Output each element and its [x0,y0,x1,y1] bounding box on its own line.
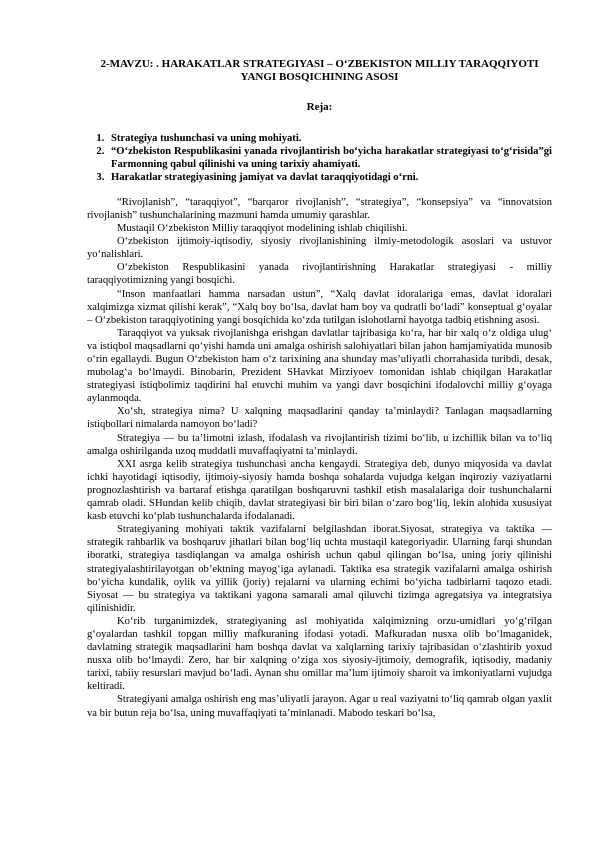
plan-item: 3. Harakatlar strategiyasining jamiyat va davlat taraqqiyotidagi o‘rni. [107,171,552,184]
paragraph: O‘zbekiston Respublikasini yanada rivojlantirishning Harakatlar strategiyasi - milliy taraqqiyotimizning yangi bosqichi. [87,262,552,287]
plan-list [87,132,552,184]
paragraph: XXI asrga kelib strategiya tushunchasi ancha kengaydi. Strategiya deb, dunyo miqyosida va davlat ichki hayotidagi iqtisodiy, ijtimoiy-siyosiy hamda boshqa sohalarda vujudga kelgan inqiroziy vaziyatlarni prognozlashtirish va bartaraf etishga qaratilgan boshqaruvni tashkil etish masalalariga doir tushunchalarni qamrab oladi. SHundan kelib chiqib, davlat strategiyasi bir biri bilan o‘zaro bog‘liq, lekin alohida xususiyat kasb etuvchi ko‘plab tushunchalarda ifodalanadi. [87,458,552,523]
paragraph: Taraqqiyot va yuksak rivojlanishga erishgan davlatlar tajribasiga ko‘ra, har bir xalq o‘z oldiga ulug‘ va istiqbol maqsadlarni qo‘yishi hamda uni amalga oshirish salohiyatlari bilan jahon hamjamiyatida munosib o‘rin egallaydi. Bugun O‘zbekiston ham o‘z tarixining ana shunday mas’uliyatli chorrahasida turibdi, desak, mubolag‘a bo‘lmaydi. Binobarin, Prezident SHavkat Mirziyoev tomonidan ishlab chiqilgan Harakatlar strategiyasi istiqbolimiz taqdirini hal etuvchi muhim va yangi davr bosqichini ifodalovchi milliy g‘oyaga aylanmoqda. [87,327,552,405]
document-body [87,196,552,720]
plan-item: 1. Strategiya tushunchasi va uning mohiyati. [107,132,552,145]
plan-heading: Reja: [306,101,333,114]
paragraph: Strategiya — bu ta’limotni izlash, ifodalash va rivojlantirish tizimi bo‘lib, u izchillik bilan va to‘liq amalga oshirilganda uzoq muddatli muvaffaqiyatni ta’minlaydi. [87,432,552,457]
paragraph: Strategiyani amalga oshirish eng mas’uliyatli jarayon. Agar u real vaziyatni to‘liq qamrab olgan yaxlit va bir butun reja bo‘lsa, uning muvaffaqiyati ta’minlanadi. Mabodo teskari bo‘lsa, [87,694,552,719]
paragraph: O‘zbekiston ijtimoiy-iqtisodiy, siyosiy rivojlanishining ilmiy-metodologik asoslari va ustuvor yo‘nalishlari. [87,236,552,261]
paragraph: Xo‘sh, strategiya nima? U xalqning maqsadlarini qanday ta’minlaydi? Tanlagan maqsadlarning istiqbollari nimalarda namoyon bo‘ladi? [87,406,552,431]
paragraph: “Inson manfaatlari hamma narsadan ustun”, “Xalq davlat idoralariga emas, davlat idoralari xalqimizga xizmat qilishi kerak”, “Xalq boy bo‘lsa, davlat ham boy va qudratli bo‘ladi” konseptual g‘oyalar – O‘zbekiston taraqqiyotining yangi bosqichida ko‘zda tutilgan islohotlarni hayotga tadbiq etishning asosi. [87,288,552,326]
paragraph: Ko‘rib turganimizdek, strategiyaning asl mohiyatida xalqimizning orzu-umidlari yo‘g‘rilgan g‘oyalardan tashkil topgan milliy mafkuraning ifodasi yotadi. Mafkuradan nusxa olib bo‘lmaganidek, davlatning strategik maqsadlarini ham boshqa davlat va xalqlarning tarixiy tajribasidan o‘zlashtirib yoxud nusxa olib bo‘lmaydi. Zero, har bir xalqning o‘ziga xos siyosiy-ijtimoiy, demografik, iqtisodiy, madaniy tarixi, tabiiy resurslari mavjud bo‘ladi. Aynan shu omillar ma’lum ijtimoiy sharoit va imkoniyatlarni vujudga keltiradi. [87,615,552,693]
paragraph: “Rivojlanish”, “taraqqiyot”, “barqaror rivojlanish”, “strategiya”, “konsepsiya” va “innovatsion rivojlanish” tushunchalarining mazmuni hamda umumiy qarashlar. [87,196,552,221]
plan-item: 2. “O‘zbekiston Respublikasini yanada rivojlantirish bo‘yicha harakatlar strategiyasi to‘g‘risida”gi Farmonning qabul qilinishi va uning tarixiy ahamiyati. [107,145,552,171]
document-title: 2-MAVZU: . HARAKATLAR STRATEGIYASI – O‘ZBEKISTON MILLIY TARAQQIYOTI YANGI BOSQICHINING ASOSI [100,58,539,84]
paragraph: Strategiyaning mohiyati taktik vazifalarni belgilashdan iborat.Siyosat, strategiya va taktika — strategik rahbarlik va boshqaruv jihatlari bilan bog‘liq uchta mustaqil kategoriyadir. Ularning farqi shundan iboratki, strategiya tasdiqlangan va amalga oshirish uchun qabul qilingan bo‘lsa, uning joriy qilinishi strategiyalashtirilayotgan ob’ektning mayog‘iga aylanadi. Taktika esa strategik vazifalarni amalga oshirish bo‘yicha kundalik, oylik va yillik (joriy) rejalarni va ularning echimi bo‘yicha tadbirlarni taqozo etadi. Siyosat — bu strategiya va taktikani yagona samarali amal qiluvchi tizimga agregatsiya va integratsiya qilinishidir. [87,524,552,614]
paragraph: Mustaqil O‘zbekiston Milliy taraqqiyot modelining ishlab chiqilishi. [117,223,408,235]
